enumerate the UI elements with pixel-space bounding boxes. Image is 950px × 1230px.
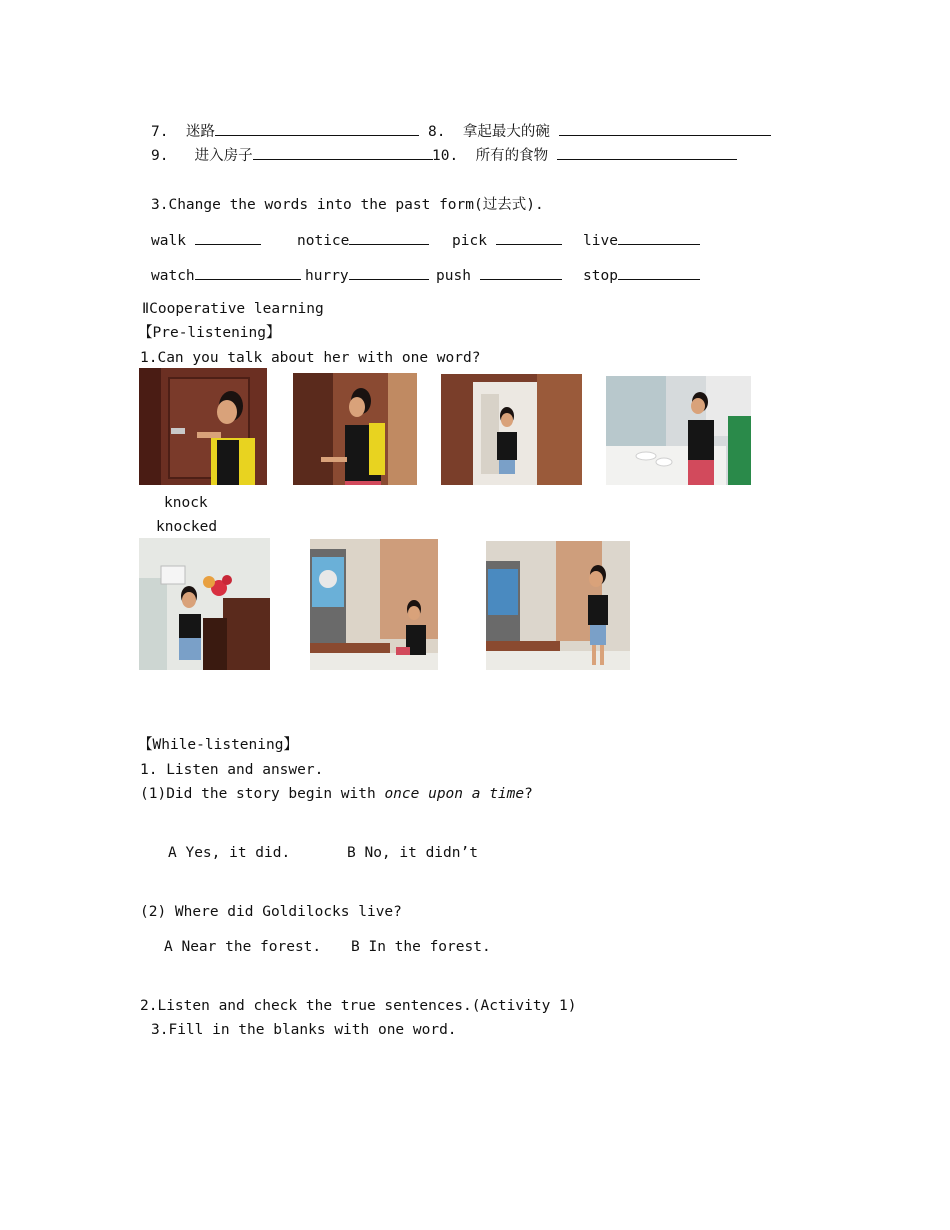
girl-at-table-with-bowls-photo: [606, 376, 751, 485]
while-listening-heading: 【While-listening】: [138, 737, 298, 753]
girl-opening-door-photo: [293, 373, 417, 485]
question-1-option-b[interactable]: B No, it didn’t: [347, 845, 478, 861]
question-2: (2) Where did Goldilocks live?: [140, 904, 402, 920]
question-1-option-a[interactable]: A Yes, it did.: [168, 845, 291, 861]
question-1: (1)Did the story begin with once upon a time?: [140, 786, 533, 802]
answer-blank[interactable]: [195, 266, 301, 280]
answer-blank[interactable]: [349, 266, 429, 280]
past-form-walk: walk: [151, 231, 261, 250]
task-1: 1. Listen and answer.: [140, 762, 324, 778]
pre-listening-question: 1.Can you talk about her with one word?: [140, 350, 481, 366]
girl-standing-by-tv-photo: [486, 541, 630, 670]
word-knocked: knocked: [156, 519, 218, 535]
answer-blank[interactable]: [215, 122, 419, 136]
answer-blank[interactable]: [480, 266, 562, 280]
past-form-stop: stop: [583, 266, 700, 285]
answer-blank[interactable]: [496, 231, 562, 245]
vocab-item-10: 10. 所有的食物: [432, 146, 737, 165]
answer-blank[interactable]: [195, 231, 261, 245]
girl-by-flowers-photo: [139, 538, 270, 670]
answer-blank[interactable]: [618, 266, 700, 280]
answer-blank[interactable]: [253, 146, 433, 160]
past-form-pick: pick: [452, 231, 562, 250]
answer-blank[interactable]: [557, 146, 737, 160]
cooperative-heading: ⅡCooperative learning: [142, 301, 324, 317]
past-form-live: live: [583, 231, 700, 250]
past-form-notice: notice: [297, 231, 429, 250]
task-2: 2.Listen and check the true sentences.(Activity 1): [140, 998, 577, 1014]
answer-blank[interactable]: [618, 231, 700, 245]
past-form-push: push: [436, 266, 562, 285]
girl-in-doorway-photo: [441, 374, 582, 485]
vocab-item-9: 9. 进入房子: [151, 146, 433, 165]
girl-watching-tv-photo: [310, 539, 438, 670]
vocab-item-7: 7. 迷路: [151, 122, 419, 141]
vocab-item-8: 8. 拿起最大的碗: [428, 122, 771, 141]
answer-blank[interactable]: [559, 122, 771, 136]
task-3: 3.Fill in the blanks with one word.: [151, 1022, 457, 1038]
question-2-option-a[interactable]: A Near the forest.: [164, 939, 322, 955]
past-form-heading: 3.Change the words into the past form(过去式).: [151, 197, 544, 213]
past-form-watch: watch: [151, 266, 301, 285]
answer-blank[interactable]: [349, 231, 429, 245]
question-2-option-b[interactable]: B In the forest.: [351, 939, 491, 955]
pre-listening-heading: 【Pre-listening】: [138, 325, 281, 341]
word-knock: knock: [164, 495, 208, 511]
girl-knocking-door-photo: [139, 368, 267, 485]
past-form-hurry: hurry: [305, 266, 429, 285]
